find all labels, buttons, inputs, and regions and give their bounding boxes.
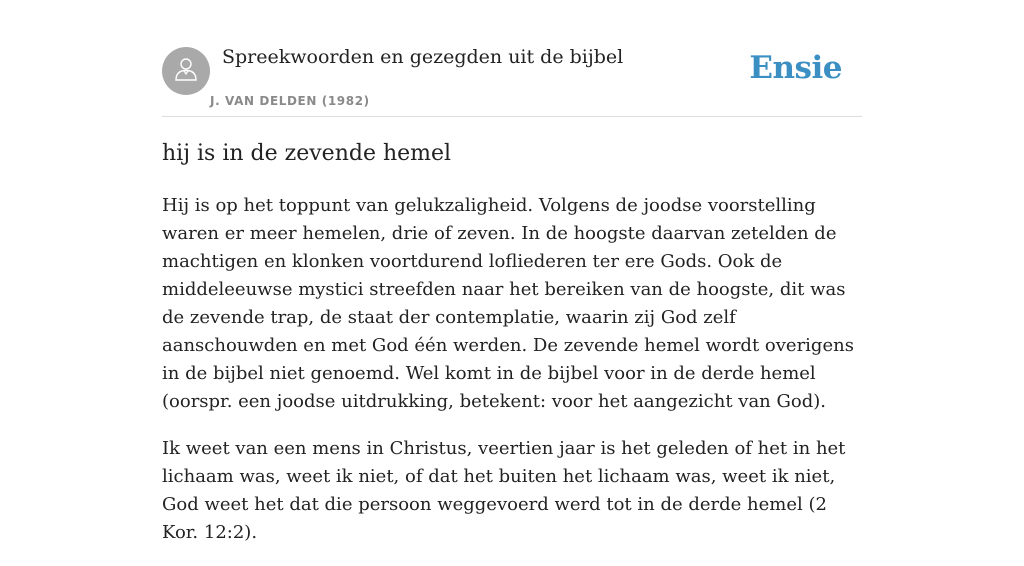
entry-title: hij is in de zevende hemel <box>162 141 452 166</box>
header <box>162 0 862 117</box>
book-title[interactable]: Spreekwoorden en gezegden uit de bijbel <box>222 46 624 68</box>
entry-paragraph: Hij is op het toppunt van gelukzaligheid. Volgens de joodse voorstelling waren er meer hemelen, drie of zeven. In de hoogste daarvan zetelden de machtigen en klonken voortdurend lofliederen ter ere Gods. Ook de middeleeuwse mystici streefden naar het bereiken van de hoogste, dit was de zevende trap, de staat der contemplatie, waarin zij God zelf aanschouwden en met God één werden. De zevende hemel wordt overigens in de bijbel niet genoemd. Wel komt in de bijbel voor in de derde hemel (oorspr. een joodse uitdrukking, betekent: voor het aangezicht van God). <box>162 195 854 412</box>
entry-paragraph: Ik weet van een mens in Christus, veertien jaar is het geleden of het in het lichaam was, weet ik niet, of dat het buiten het lichaam was, weet ik niet, God weet het dat die persoon weggevoerd werd tot in de derde hemel (2 Kor. 12:2). <box>162 438 846 543</box>
entry-body <box>162 192 862 566</box>
avatar[interactable] <box>162 47 210 95</box>
author-label[interactable]: J. VAN DELDEN (1982) <box>210 94 370 108</box>
user-icon <box>172 55 200 88</box>
ensie-logo[interactable]: Ensie <box>749 50 842 86</box>
